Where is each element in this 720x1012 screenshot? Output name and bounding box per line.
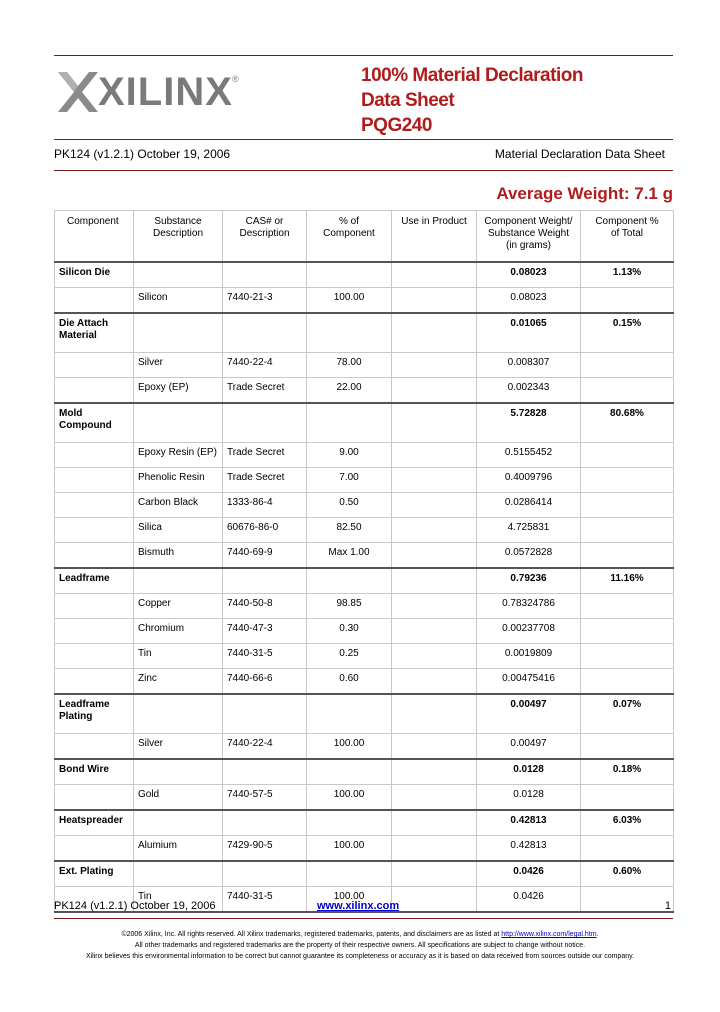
xilinx-logo — [58, 70, 248, 118]
empty-cell — [55, 644, 134, 669]
cas-number: 7440-50-8 — [223, 594, 307, 619]
substance-description: Carbon Black — [134, 493, 223, 518]
substance-description: Chromium — [134, 619, 223, 644]
empty-cell — [392, 861, 477, 887]
component-row — [55, 810, 674, 836]
cas-number: 7429-90-5 — [223, 836, 307, 862]
cas-number: 7440-31-5 — [223, 887, 307, 913]
empty-cell — [55, 518, 134, 543]
cas-number: 7440-21-3 — [223, 288, 307, 314]
footer-website-link[interactable]: www.xilinx.com — [317, 900, 400, 912]
substance-description: Bismuth — [134, 543, 223, 569]
component-percent: 0.15% — [581, 313, 674, 353]
component-weight: 0.79236 — [477, 568, 581, 594]
use-in-product — [392, 619, 477, 644]
doc-id-header: PK124 (v1.2.1) October 19, 2006 — [54, 147, 231, 161]
substance-row — [55, 836, 674, 862]
empty-cell — [581, 443, 674, 468]
component-weight: 0.08023 — [477, 262, 581, 288]
percent-of-component: 100.00 — [307, 734, 392, 760]
use-in-product — [392, 644, 477, 669]
cas-number: Trade Secret — [223, 378, 307, 404]
empty-cell — [307, 313, 392, 353]
component-name: Silicon Die — [55, 262, 134, 288]
component-weight: 0.0426 — [477, 861, 581, 887]
substance-row — [55, 734, 674, 760]
empty-cell — [307, 861, 392, 887]
col-header-cas: CAS# or Description — [223, 211, 307, 263]
use-in-product — [392, 493, 477, 518]
substance-description: Silver — [134, 353, 223, 378]
use-in-product — [392, 543, 477, 569]
legal-line-3: Xilinx believes this environmental information to be correct but cannot guarantee its completeness or accuracy as it is based on data received from sources outside our company. — [85, 953, 635, 960]
col-header-total: Component % of Total — [581, 211, 674, 263]
empty-cell — [134, 568, 223, 594]
substance-weight: 0.002343 — [477, 378, 581, 404]
doc-type-header: Material Declaration Data Sheet — [494, 147, 665, 161]
empty-cell — [223, 313, 307, 353]
substance-description: Alumium — [134, 836, 223, 862]
material-table — [54, 210, 674, 913]
component-name: Mold Compound — [55, 403, 134, 443]
empty-cell — [55, 353, 134, 378]
component-name: Die Attach Material — [55, 313, 134, 353]
logo-wordmark: XILINX — [98, 70, 233, 114]
percent-of-component: 100.00 — [307, 887, 392, 913]
legal-link[interactable]: http://www.xilinx.com/legal.htm — [501, 931, 597, 938]
cas-number: 7440-66-6 — [223, 669, 307, 695]
use-in-product — [392, 468, 477, 493]
substance-weight: 0.00237708 — [477, 619, 581, 644]
cas-number: 7440-31-5 — [223, 644, 307, 669]
component-percent: 0.18% — [581, 759, 674, 785]
substance-description: Copper — [134, 594, 223, 619]
empty-cell — [307, 694, 392, 734]
percent-of-component: 82.50 — [307, 518, 392, 543]
col-header-use: Use in Product — [392, 211, 477, 263]
use-in-product — [392, 785, 477, 811]
empty-cell — [55, 493, 134, 518]
cas-number: 60676-86-0 — [223, 518, 307, 543]
use-in-product — [392, 734, 477, 760]
empty-cell — [581, 518, 674, 543]
component-name: Leadframe — [55, 568, 134, 594]
substance-row — [55, 543, 674, 569]
subheader-rule — [54, 170, 673, 171]
empty-cell — [223, 759, 307, 785]
substance-row — [55, 594, 674, 619]
empty-cell — [307, 810, 392, 836]
substance-weight: 0.00475416 — [477, 669, 581, 695]
empty-cell — [392, 810, 477, 836]
substance-row — [55, 468, 674, 493]
use-in-product — [392, 836, 477, 862]
empty-cell — [134, 810, 223, 836]
component-row — [55, 694, 674, 734]
cas-number: Trade Secret — [223, 443, 307, 468]
substance-description: Phenolic Resin — [134, 468, 223, 493]
substance-description: Epoxy (EP) — [134, 378, 223, 404]
header-rule — [54, 139, 673, 140]
component-row — [55, 568, 674, 594]
empty-cell — [581, 619, 674, 644]
legal-line-1: ©2006 Xilinx, Inc. All rights reserved. All Xilinx trademarks, registered trademarks, patents, and disclaimers are as listed at http://www.xilinx.com/legal.htm. — [121, 931, 599, 938]
registered-mark: ® — [232, 74, 239, 84]
empty-cell — [581, 887, 674, 913]
component-row — [55, 313, 674, 353]
percent-of-component: 0.50 — [307, 493, 392, 518]
empty-cell — [55, 443, 134, 468]
substance-weight: 0.0128 — [477, 785, 581, 811]
empty-cell — [55, 543, 134, 569]
substance-row — [55, 288, 674, 314]
substance-weight: 0.08023 — [477, 288, 581, 314]
empty-cell — [55, 669, 134, 695]
substance-weight: 0.008307 — [477, 353, 581, 378]
col-header-component — [55, 211, 134, 263]
percent-of-component: 0.30 — [307, 619, 392, 644]
component-weight: 0.42813 — [477, 810, 581, 836]
substance-weight: 0.42813 — [477, 836, 581, 862]
substance-row — [55, 378, 674, 404]
component-row — [55, 759, 674, 785]
doc-title-line2: Data Sheet — [361, 90, 455, 111]
use-in-product — [392, 443, 477, 468]
empty-cell — [55, 378, 134, 404]
use-in-product — [392, 887, 477, 913]
empty-cell — [392, 568, 477, 594]
table-header-row — [55, 211, 674, 263]
empty-cell — [223, 810, 307, 836]
substance-weight: 0.0572828 — [477, 543, 581, 569]
component-row — [55, 262, 674, 288]
empty-cell — [307, 262, 392, 288]
empty-cell — [581, 468, 674, 493]
empty-cell — [581, 836, 674, 862]
component-weight: 0.01065 — [477, 313, 581, 353]
empty-cell — [223, 694, 307, 734]
col-header-text: Component — [67, 216, 119, 227]
footer-doc-id: PK124 (v1.2.1) October 19, 2006 — [54, 900, 216, 912]
cas-number: 7440-22-4 — [223, 353, 307, 378]
empty-cell — [307, 403, 392, 443]
percent-of-component: 0.25 — [307, 644, 392, 669]
substance-row — [55, 353, 674, 378]
component-percent: 0.07% — [581, 694, 674, 734]
empty-cell — [392, 262, 477, 288]
component-name: Heatspreader — [55, 810, 134, 836]
substance-description: Silica — [134, 518, 223, 543]
substance-weight: 4.725831 — [477, 518, 581, 543]
empty-cell — [134, 861, 223, 887]
top-rule — [54, 55, 673, 56]
col-header-weight: Component Weight/ Substance Weight (in grams) — [477, 211, 581, 263]
component-name: Bond Wire — [55, 759, 134, 785]
substance-row — [55, 785, 674, 811]
empty-cell — [581, 594, 674, 619]
empty-cell — [55, 468, 134, 493]
empty-cell — [392, 694, 477, 734]
percent-of-component: 7.00 — [307, 468, 392, 493]
empty-cell — [134, 403, 223, 443]
substance-row — [55, 493, 674, 518]
component-weight: 0.00497 — [477, 694, 581, 734]
empty-cell — [55, 836, 134, 862]
percent-of-component: 100.00 — [307, 288, 392, 314]
empty-cell — [581, 378, 674, 404]
col-header-percent: % of Component — [307, 211, 392, 263]
substance-weight: 0.0019809 — [477, 644, 581, 669]
component-row — [55, 861, 674, 887]
percent-of-component: 100.00 — [307, 785, 392, 811]
cas-number: 1333-86-4 — [223, 493, 307, 518]
component-row — [55, 403, 674, 443]
component-percent: 80.68% — [581, 403, 674, 443]
empty-cell — [581, 644, 674, 669]
empty-cell — [134, 262, 223, 288]
cas-number: 7440-22-4 — [223, 734, 307, 760]
component-weight: 0.0128 — [477, 759, 581, 785]
cas-number: 7440-69-9 — [223, 543, 307, 569]
component-percent: 6.03% — [581, 810, 674, 836]
xilinx-mark-icon — [58, 72, 98, 112]
substance-description: Silicon — [134, 288, 223, 314]
empty-cell — [581, 734, 674, 760]
cas-number: Trade Secret — [223, 468, 307, 493]
footer-rule — [54, 918, 673, 919]
use-in-product — [392, 669, 477, 695]
col-header-substance: Substance Description — [134, 211, 223, 263]
percent-of-component: 9.00 — [307, 443, 392, 468]
substance-weight: 0.78324786 — [477, 594, 581, 619]
empty-cell — [581, 288, 674, 314]
substance-weight: 0.5155452 — [477, 443, 581, 468]
substance-row — [55, 644, 674, 669]
page-number: 1 — [664, 900, 671, 912]
empty-cell — [134, 694, 223, 734]
use-in-product — [392, 594, 477, 619]
empty-cell — [392, 313, 477, 353]
empty-cell — [581, 669, 674, 695]
use-in-product — [392, 518, 477, 543]
substance-description: Tin — [134, 644, 223, 669]
empty-cell — [307, 759, 392, 785]
substance-description: Tin — [134, 887, 223, 913]
substance-description: Epoxy Resin (EP) — [134, 443, 223, 468]
empty-cell — [392, 759, 477, 785]
doc-title-line1: 100% Material Declaration — [361, 65, 583, 86]
component-percent: 11.16% — [581, 568, 674, 594]
average-weight: Average Weight: 7.1 g — [496, 184, 673, 203]
substance-weight: 0.4009796 — [477, 468, 581, 493]
substance-weight: 0.00497 — [477, 734, 581, 760]
empty-cell — [55, 734, 134, 760]
substance-row — [55, 669, 674, 695]
substance-row — [55, 619, 674, 644]
legal-line-2: All other trademarks and registered trademarks are the property of their respective owners. All specifications are subject to change without notice. — [134, 942, 586, 949]
empty-cell — [134, 759, 223, 785]
empty-cell — [55, 594, 134, 619]
empty-cell — [581, 785, 674, 811]
empty-cell — [55, 785, 134, 811]
empty-cell — [55, 619, 134, 644]
empty-cell — [581, 543, 674, 569]
empty-cell — [223, 262, 307, 288]
use-in-product — [392, 353, 477, 378]
component-percent: 1.13% — [581, 262, 674, 288]
empty-cell — [223, 403, 307, 443]
cas-number: 7440-47-3 — [223, 619, 307, 644]
substance-row — [55, 443, 674, 468]
percent-of-component: 100.00 — [307, 836, 392, 862]
empty-cell — [223, 568, 307, 594]
empty-cell — [223, 861, 307, 887]
substance-description: Zinc — [134, 669, 223, 695]
empty-cell — [134, 313, 223, 353]
percent-of-component: 22.00 — [307, 378, 392, 404]
substance-description: Gold — [134, 785, 223, 811]
empty-cell — [392, 403, 477, 443]
use-in-product — [392, 378, 477, 404]
substance-weight: 0.0426 — [477, 887, 581, 913]
percent-of-component: 0.60 — [307, 669, 392, 695]
component-percent: 0.60% — [581, 861, 674, 887]
percent-of-component: Max 1.00 — [307, 543, 392, 569]
component-weight: 5.72828 — [477, 403, 581, 443]
substance-weight: 0.0286414 — [477, 493, 581, 518]
doc-title-line3: PQG240 — [361, 115, 432, 136]
cas-number: 7440-57-5 — [223, 785, 307, 811]
empty-cell — [581, 353, 674, 378]
substance-row — [55, 518, 674, 543]
percent-of-component: 78.00 — [307, 353, 392, 378]
empty-cell — [307, 568, 392, 594]
empty-cell — [55, 288, 134, 314]
component-name: Ext. Plating — [55, 861, 134, 887]
substance-description: Silver — [134, 734, 223, 760]
component-name: Leadframe Plating — [55, 694, 134, 734]
use-in-product — [392, 288, 477, 314]
empty-cell — [581, 493, 674, 518]
percent-of-component: 98.85 — [307, 594, 392, 619]
